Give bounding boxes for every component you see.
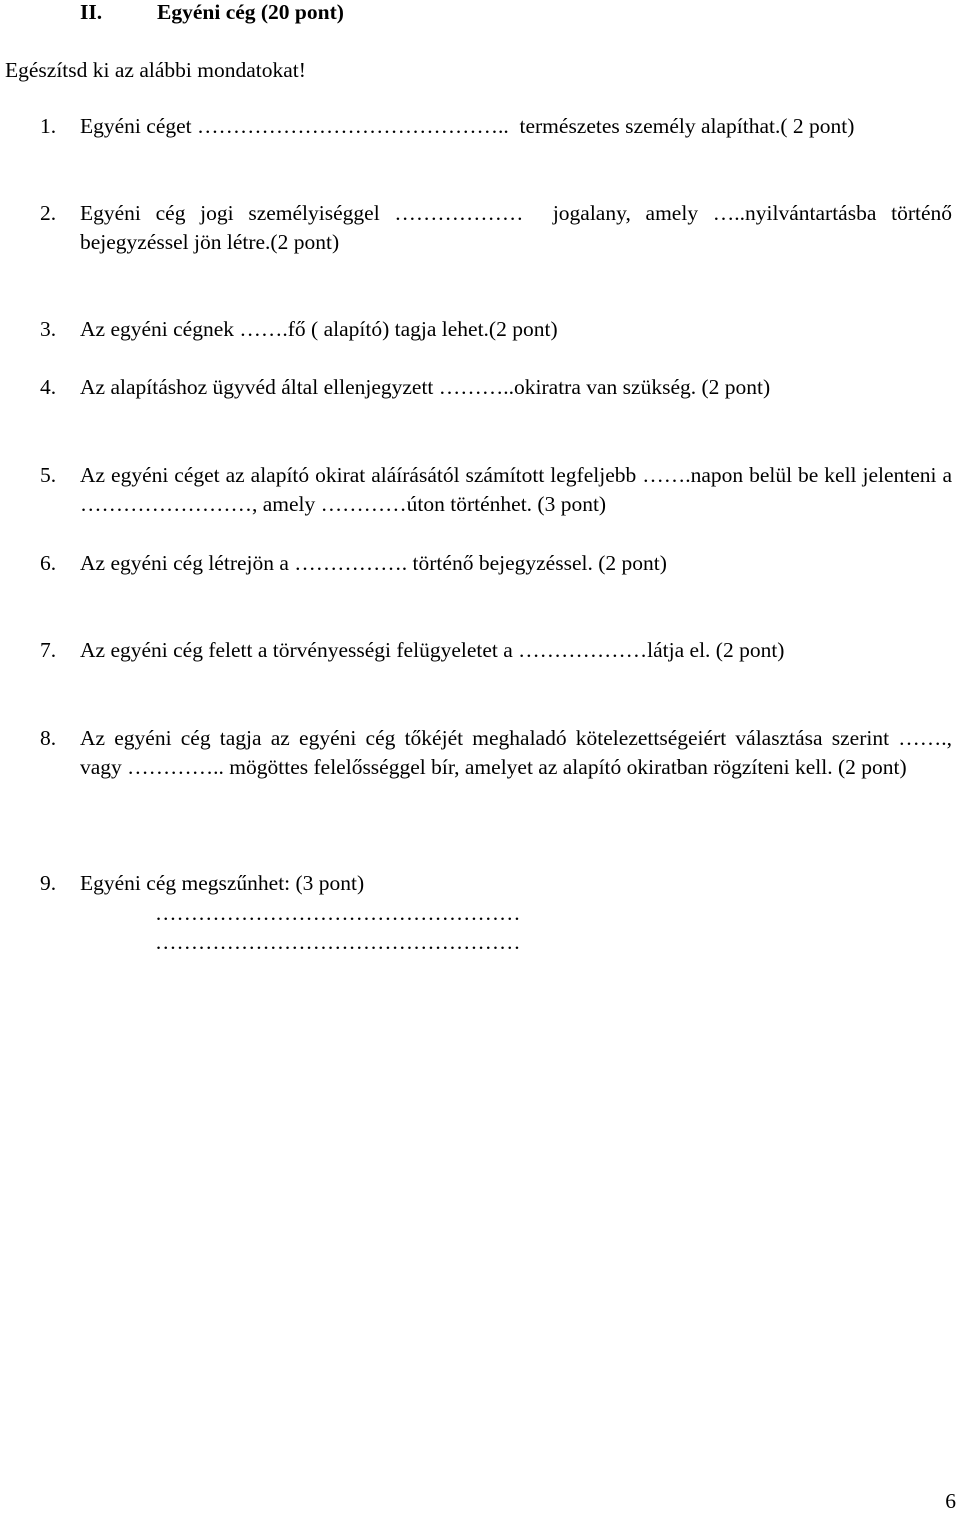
item-text: Az egyéni cégnek …….fő ( alapító) tagja lehet.(2 pont) xyxy=(80,317,558,341)
item-number: 9. xyxy=(40,871,57,895)
item-text: Egyéni céget …………………………………….. természetes személy alapíthat.( 2 pont) xyxy=(80,114,855,138)
section-heading xyxy=(80,0,344,27)
item-number: 2. xyxy=(40,201,57,225)
section-title: Egyéni cég (20 pont) xyxy=(157,0,344,24)
item-number: 7. xyxy=(40,638,57,662)
item-number: 5. xyxy=(40,463,57,487)
answer-line: …………………………………………… xyxy=(155,930,521,954)
item-number: 8. xyxy=(40,726,57,750)
list-item xyxy=(40,869,952,898)
answer-line: …………………………………………… xyxy=(155,901,521,925)
list-item xyxy=(40,315,952,344)
item-number: 1. xyxy=(40,114,57,138)
list-item xyxy=(40,549,952,578)
list-item xyxy=(40,199,958,257)
item-number: 6. xyxy=(40,551,57,575)
item-text: Az egyéni cég felett a törvényességi felügyeletet a ………………látja el. (2 pont) xyxy=(80,638,785,662)
item-text: Egyéni cég megszűnhet: (3 pont) xyxy=(80,871,365,895)
item-text: Az egyéni cég létrejön a ……………. történő bejegyzéssel. (2 pont) xyxy=(80,551,667,575)
list-item xyxy=(40,461,958,519)
item-number: 3. xyxy=(40,317,57,341)
list-item xyxy=(40,112,952,141)
item-number: 4. xyxy=(40,375,57,399)
list-item xyxy=(40,373,952,402)
page-number: 6 xyxy=(945,1489,956,1513)
section-number: II. xyxy=(80,0,103,24)
item-text: Az egyéni cég tagja az egyéni cég tőkéjét meghaladó kötelezettségeiért választása szerint ……., vagy ………….. mögöttes felelősséggel bír, amelyet az alapító okiratban rögzíteni kell. (2 pont) xyxy=(80,726,958,779)
item-text: Egyéni cég jogi személyiséggel ……………… jogalany, amely …..nyilvántartásba történő bejegyzéssel jön létre.(2 pont) xyxy=(80,201,958,254)
list-item xyxy=(40,636,952,665)
instruction-text: Egészítsd ki az alábbi mondatokat! xyxy=(5,58,306,82)
item-text: Az egyéni céget az alapító okirat aláírásától számított legfeljebb …….napon belül be kell jelenteni a ……………………, amely …………úton történhet. (3 pont) xyxy=(80,463,958,516)
item-text: Az alapításhoz ügyvéd által ellenjegyzett ………..okiratra van szükség. (2 pont) xyxy=(80,375,771,399)
list-item xyxy=(40,724,958,782)
